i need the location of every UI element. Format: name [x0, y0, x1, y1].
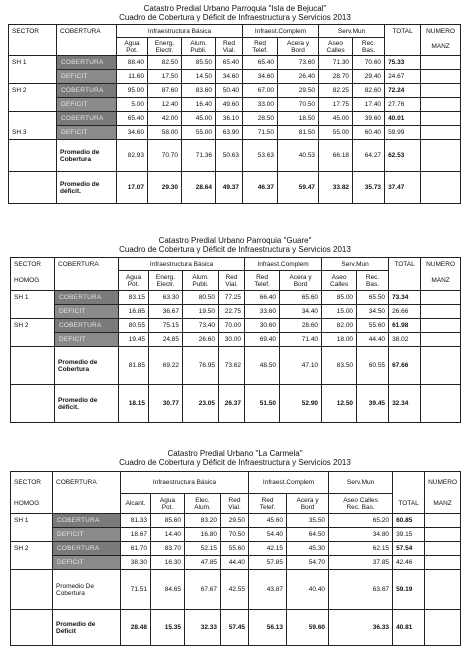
total-value: 38.02 [389, 333, 421, 347]
promedio-cobertura-label: Promedio De Cobertura [53, 570, 121, 610]
total-value: 59.99 [385, 126, 421, 140]
total-value: 61.98 [389, 319, 421, 333]
table-row: SH 1 COBERTURA 81.33 85.60 83.20 29.50 45.60 35.50 65.20 60.85 [11, 514, 461, 528]
table-title: Catastro Predial Urbano "La Carmela" [167, 449, 303, 458]
total-value: 40.81 [393, 610, 425, 646]
header-acera-bord: Acera y Bord [278, 38, 319, 56]
promedio-cobertura-row: Promedio De Cobertura 71.51 84.65 67.67 42.55 43.87 40.40 63.67 59.19 [11, 570, 461, 610]
sector-label: SH 3 [9, 126, 57, 140]
table-row: SH 3 DEFICIT 34.60 58.00 55.00 63.90 71.50 81.50 55.00 60.40 59.99 [9, 126, 461, 140]
header-energ-electr: Energ. Electr. [148, 38, 182, 56]
header-infra-basica: Infraestructura Básica [121, 472, 249, 494]
deficit-label: DEFICIT [57, 126, 117, 140]
coverage-table [8, 24, 461, 204]
promedio-deficit-label: Promedio de déficit. [55, 385, 119, 423]
table-row: SH 2 COBERTURA 80.55 75.15 73.40 70.00 30.60 28.60 82.00 55.60 61.98 [11, 319, 461, 333]
promedio-deficit-row: Promedio de Déficit 28.48 15.35 32.33 57.45 56.13 59.60 36.33 40.81 [11, 610, 461, 646]
cobertura-label: COBERTURA [55, 291, 119, 305]
header-infra-basica: Infraestructura Básica [117, 25, 243, 38]
header-sector: SECTOR [11, 472, 53, 494]
table-subtitle: Cuadro de Cobertura y Déficit de Infraestructura y Servicios 2013 [119, 245, 351, 254]
header-numero: NUMERO [425, 472, 461, 494]
header-infra-complem: Infraest.Complem [249, 472, 329, 494]
header-manz: MANZ [421, 38, 461, 56]
header-aseo-rec: Aseo Calles Rec. Bas. [329, 494, 393, 514]
table-row: DEFICIT 19.45 24.85 26.60 30.00 69.40 71.40 18.00 44.40 38.02 [11, 333, 461, 347]
table-title: Catastro Predial Urbano Parroquia "Guare" [158, 236, 312, 245]
cobertura-label: COBERTURA [53, 542, 121, 556]
table-row: DEFICIT 11.60 17.50 14.50 34.60 34.60 26.40 28.70 29.40 24.67 [9, 70, 461, 84]
header-alcant: Alcant. [121, 494, 151, 514]
table-row: DEFICIT 16.85 36.67 19.50 22.75 33.60 34.40 15.00 34.50 26.66 [11, 305, 461, 319]
header-acera-bord: Acera y Bord [287, 494, 329, 514]
sector-label: SH 1 [11, 291, 55, 305]
total-value: 75.33 [385, 56, 421, 70]
promedio-deficit-row: Promedio de déficit. 18.15 30.77 23.05 26.37 51.50 52.90 12.50 39.45 32.34 [11, 385, 461, 423]
table-row: COBERTURA 65.40 42.00 45.00 36.10 28.50 18.50 45.00 39.60 40.01 [9, 112, 461, 126]
deficit-label: DEFICIT [55, 305, 119, 319]
header-numero: NUMERO [421, 25, 461, 38]
header-homog: HOMOG [11, 494, 53, 514]
header-agua-pot: Agua Pot. [119, 271, 149, 291]
table-row: SH 2 COBERTURA 95.00 87.60 83.60 50.40 67.00 29.50 82.25 82.60 72.24 [9, 84, 461, 98]
header-alum-publi: Alum. Publi. [182, 38, 216, 56]
cobertura-label: COBERTURA [57, 112, 117, 126]
promedio-cobertura-label: Promedio de Cobertura [57, 140, 117, 172]
total-value: 72.24 [385, 84, 421, 98]
header-total: TOTAL [389, 258, 421, 271]
header-serv-mun: Serv.Mun [319, 25, 385, 38]
header-sector: SECTOR [9, 25, 57, 38]
header-numero: NUMERO [421, 258, 461, 271]
deficit-label: DEFICIT [57, 70, 117, 84]
header-energ-electr: Energ. Electr. [149, 271, 183, 291]
table-block-guare [0, 236, 470, 436]
header-manz: MANZ [421, 271, 461, 291]
header-total: TOTAL [385, 25, 421, 38]
promedio-cobertura-row: Promedio de Cobertura 81.85 69.22 76.95 73.62 48.50 47.10 83.50 60.55 67.66 [11, 347, 461, 385]
total-value: 57.54 [393, 542, 425, 556]
promedio-deficit-label: Promedio de déficit. [57, 172, 117, 204]
total-value: 60.85 [393, 514, 425, 528]
header-alum-publi: Alum. Publi. [183, 271, 219, 291]
deficit-label: DEFICIT [55, 333, 119, 347]
promedio-deficit-row: Promedio de déficit. 17.07 29.30 28.64 49.37 46.37 59.47 33.82 35.73 37.47 [9, 172, 461, 204]
total-value: 40.01 [385, 112, 421, 126]
cobertura-label: COBERTURA [57, 56, 117, 70]
header-agua-pot: Agua Pot. [117, 38, 148, 56]
header-red-vial: Red Vial. [216, 38, 243, 56]
sector-label: SH 1 [11, 514, 53, 528]
header-aseo-calles: Aseo Calles [319, 38, 353, 56]
sector-label: SH 2 [11, 542, 53, 556]
header-infra-basica: Infraestructura Básica [119, 258, 245, 271]
header-agua-pot: Agua Pot. [151, 494, 185, 514]
header-red-vial: Red Vial. [221, 494, 249, 514]
header-sector: SECTOR [11, 258, 55, 271]
total-value: 27.76 [385, 98, 421, 112]
table-row: DEFICIT 5.00 12.40 16.40 49.60 33.00 70.50 17.75 17.40 27.76 [9, 98, 461, 112]
promedio-cobertura-row: Promedio de Cobertura 82.93 70.70 71.36 50.63 53.63 40.53 66.18 64.27 62.53 [9, 140, 461, 172]
total-value: 24.67 [385, 70, 421, 84]
table-row: SH 1 COBERTURA 83.15 63.30 80.50 77.25 66.40 65.60 85.00 65.50 73.34 [11, 291, 461, 305]
header-infra-complem: Infraest.Complem [245, 258, 322, 271]
sector-label: SH 2 [9, 84, 57, 98]
total-value: 26.66 [389, 305, 421, 319]
promedio-deficit-label: Promedio de Déficit [53, 610, 121, 646]
total-value: 32.34 [389, 385, 421, 423]
coverage-table [10, 257, 461, 423]
header-serv-mun: Serv.Mun [322, 258, 389, 271]
header-cobertura: COBERTURA [53, 472, 121, 494]
table-block-la-carmela [0, 449, 470, 649]
header-red-telef: Red Telef. [249, 494, 287, 514]
header-cobertura: COBERTURA [57, 25, 117, 38]
total-value: 39.15 [393, 528, 425, 542]
header-acera-bord: Acera y Bord [280, 271, 322, 291]
deficit-label: DEFICIT [53, 528, 121, 542]
header-serv-mun: Serv.Mun [329, 472, 393, 494]
promedio-cobertura-label: Promedio de Cobertura [55, 347, 119, 385]
header-infra-complem: Infraest.Complem [243, 25, 319, 38]
sector-label: SH 1 [9, 56, 57, 70]
deficit-label: DEFICIT [57, 98, 117, 112]
coverage-table [10, 471, 461, 646]
header-red-telef: Red Telef. [245, 271, 280, 291]
total-value: 73.34 [389, 291, 421, 305]
table-row: DEFICIT 38.30 16.30 47.85 44.40 57.85 54.70 37.85 42.46 [11, 556, 461, 570]
header-cobertura: COBERTURA [55, 258, 119, 271]
table-row: SH 1 COBERTURA 88.40 82.50 85.50 65.40 65.40 73.60 71.30 70.60 75.33 [9, 56, 461, 70]
header-total: TOTAL [393, 494, 425, 514]
header-rec-bas: Rec. Bas. [353, 38, 385, 56]
total-value: 37.47 [385, 172, 421, 204]
table-subtitle: Cuadro de Cobertura y Déficit de Infraestructura y Servicios 2013 [119, 13, 351, 22]
table-title: Catastro Predial Urbano Parroquia "Isla de Bejucal" [143, 4, 327, 13]
table-subtitle: Cuadro de Cobertura y Déficit de Infraestructura y Servicios 2013 [119, 458, 351, 467]
total-value: 62.53 [385, 140, 421, 172]
deficit-label: DEFICIT [53, 556, 121, 570]
header-homog: HOMOG [11, 271, 55, 291]
header-manz: MANZ [425, 494, 461, 514]
table-block-isla-de-bejucal [0, 4, 470, 219]
total-value: 42.46 [393, 556, 425, 570]
cobertura-label: COBERTURA [53, 514, 121, 528]
table-row: DEFICIT 18.67 14.40 16.80 70.50 54.40 64.50 34.80 39.15 [11, 528, 461, 542]
header-aseo-calles: Aseo Calles [322, 271, 357, 291]
header-red-vial: Red Vial. [219, 271, 245, 291]
header-elec-alum: Elec. Alum. [185, 494, 221, 514]
total-value: 67.66 [389, 347, 421, 385]
table-row: SH 2 COBERTURA 61.70 83.70 52.15 55.60 42.15 45.30 62.15 57.54 [11, 542, 461, 556]
sector-label: SH 2 [11, 319, 55, 333]
header-red-telef: Red Telef. [243, 38, 278, 56]
cobertura-label: COBERTURA [55, 319, 119, 333]
header-rec-bas: Rec. Bas. [357, 271, 389, 291]
total-value: 59.19 [393, 570, 425, 610]
cobertura-label: COBERTURA [57, 84, 117, 98]
